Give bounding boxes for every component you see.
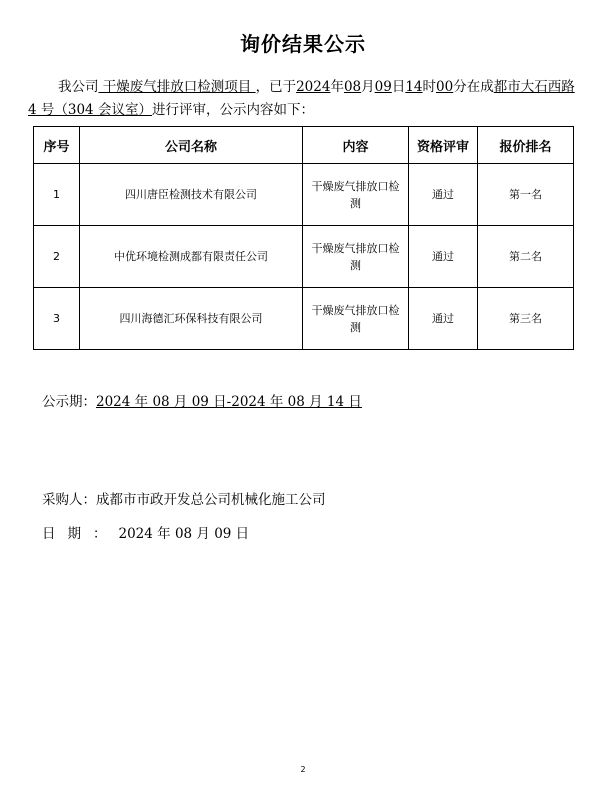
col-header-company: 公司名称 [80,127,303,164]
intro-text-4: 月 [361,79,375,95]
intro-text-5: 日 [391,79,406,95]
table-row [34,226,574,288]
table-row [34,288,574,350]
review-year: 2024 [296,79,331,95]
cell-content: 干燥废气排放口检测 [303,288,409,350]
purchaser-label: 采购人： [42,492,96,508]
intro-text-2: ，已于 [255,79,297,95]
cell-index: 1 [34,164,80,226]
page-title: 询价结果公示 [240,32,366,56]
page-number: 2 [300,765,306,774]
col-header-index: 序号 [34,127,80,164]
review-location: 都市大石西路 4 号（304 会议室） [28,79,575,118]
date-value: 2024 年 08 月 09 日 [118,526,250,542]
cell-index: 2 [34,226,80,288]
col-header-ranking: 报价排名 [478,127,574,164]
purchaser-value: 成都市市政开发总公司机械化施工公司 [96,492,326,508]
intro-text-3: 年 [330,79,344,95]
cell-ranking: 第一名 [478,164,574,226]
review-hour: 14 [405,79,423,95]
cell-content: 干燥废气排放口检测 [303,164,409,226]
period-value: 2024 年 08 月 09 日-2024 年 08 月 14 日 [96,394,362,410]
review-day: 09 [374,79,392,95]
purchaser-line [42,488,326,508]
period-label: 公示期： [42,394,96,410]
announcement-period [42,390,362,410]
cell-content: 干燥废气排放口检测 [303,226,409,288]
intro-text-7: 分在成 [453,79,494,95]
table-header-row [34,127,574,164]
col-header-qualification: 资格评审 [409,127,478,164]
cell-company: 四川唐臣检测技术有限公司 [80,164,303,226]
cell-ranking: 第二名 [478,226,574,288]
date-line [42,522,249,542]
table-row [34,164,574,226]
cell-ranking: 第三名 [478,288,574,350]
cell-qualification: 通过 [409,226,478,288]
cell-company: 中优环境检测成都有限责任公司 [80,226,303,288]
results-table [33,126,574,350]
cell-company: 四川海德汇环保科技有限公司 [80,288,303,350]
col-header-content: 内容 [303,127,409,164]
date-label: 日期： [42,526,119,542]
review-month: 08 [343,79,362,95]
intro-paragraph [28,76,584,122]
review-minute: 00 [436,79,454,95]
project-name: 干燥废气排放口检测项目 [98,79,256,95]
intro-text-1: 我公司 [58,79,99,95]
intro-text-8: 进行评审，公示内容如下： [151,102,314,118]
cell-index: 3 [34,288,80,350]
intro-text-6: 时 [422,79,437,95]
cell-qualification: 通过 [409,288,478,350]
cell-qualification: 通过 [409,164,478,226]
